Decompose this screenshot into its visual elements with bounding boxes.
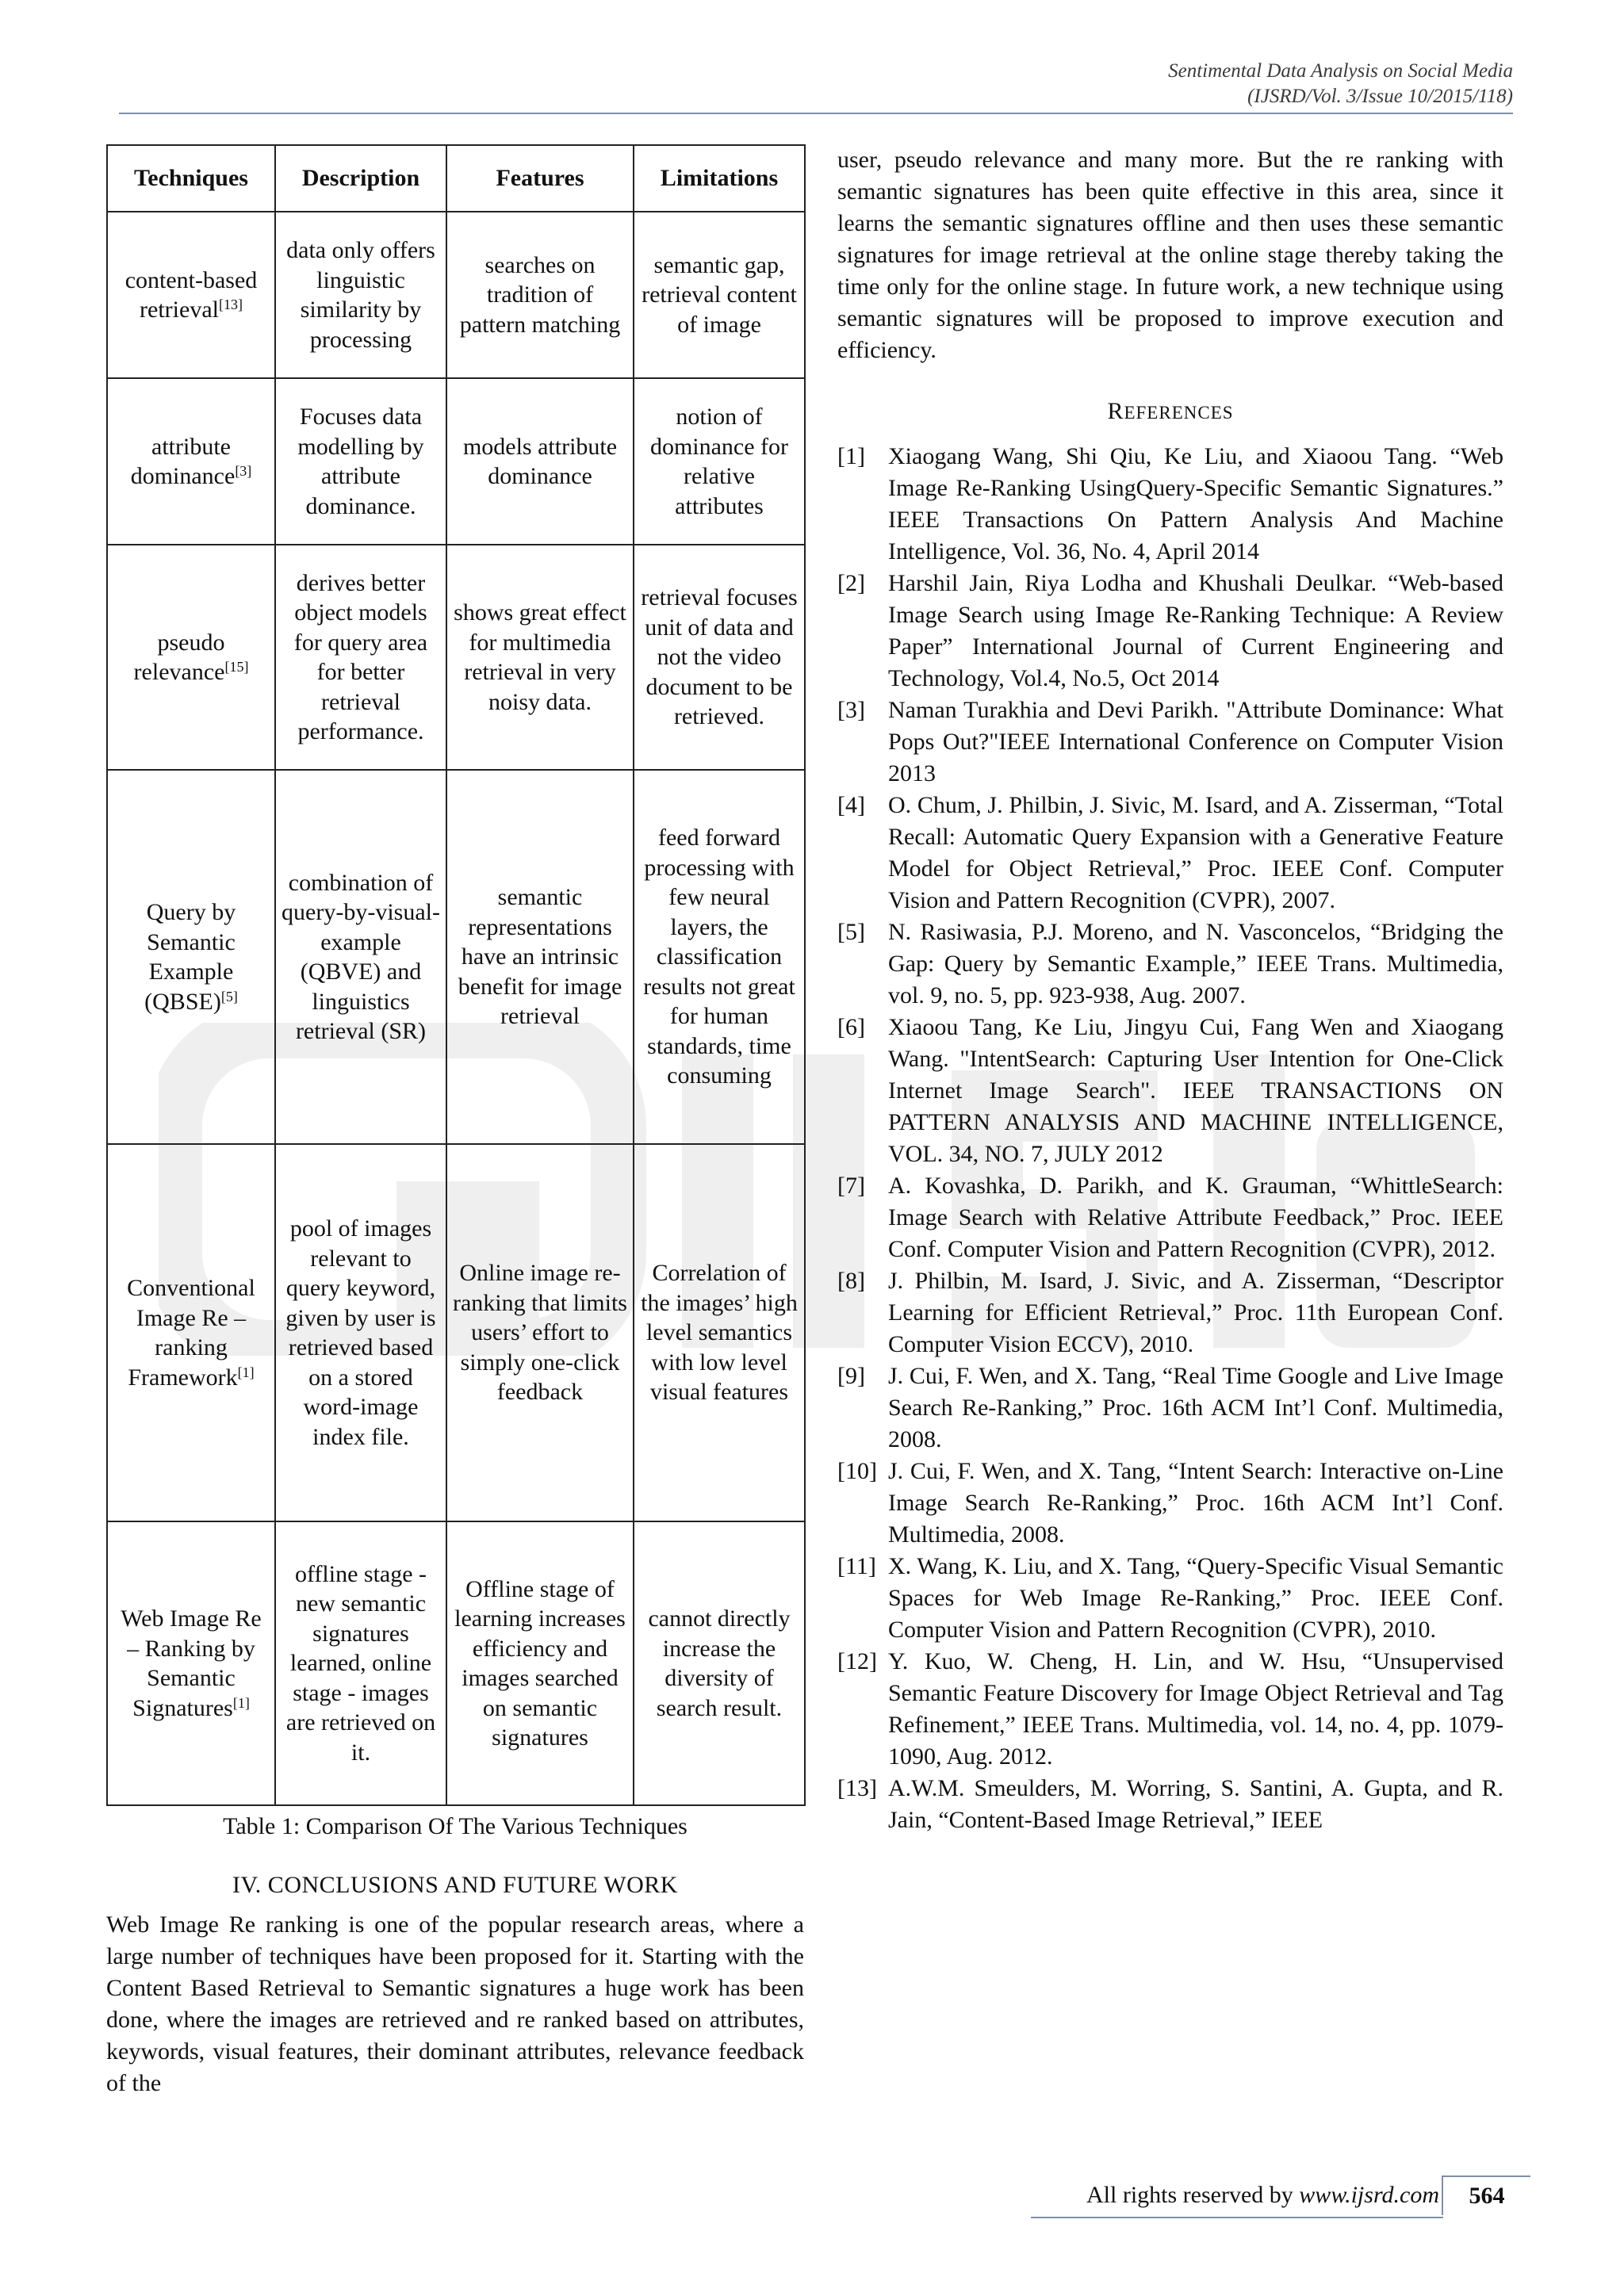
reference-text: J. Philbin, M. Isard, J. Sivic, and A. Zisserman, “Descriptor Learning for Efficient Retrieval,” Proc. 11th European Conf. Computer Vision ECCV), 2010. <box>888 1268 1503 1357</box>
reference-number: [3] <box>837 697 865 723</box>
references-heading: REFERENCES <box>1107 398 1234 424</box>
reference-number: [13] <box>837 1775 877 1801</box>
table-row <box>107 1144 805 1521</box>
features-cell: Offline stage of learning increases efficiency and images searched on semantic signatures <box>446 1521 634 1805</box>
reference-text: O. Chum, J. Philbin, J. Sivic, M. Isard, and A. Zisserman, “Total Recall: Automatic Query Expansion with a Generative Feature Model for Object Retrieval,” Proc. IEEE Conf. Computer Vision and Pattern Recognition (CVPR), 2007. <box>888 792 1503 913</box>
left-column <box>106 144 804 2099</box>
reference-text: Xiaogang Wang, Shi Qiu, Ke Liu, and Xiaoou Tang. “Web Image Re-Ranking UsingQuery-Specific Semantic Signatures.” IEEE Transactions On Pattern Analysis And Machine Intelligence, Vol. 36, No. 4, April 2014 <box>888 443 1503 564</box>
reference-number: [9] <box>837 1363 865 1389</box>
table-caption: Table 1: Comparison Of The Various Techniques <box>223 1813 688 1839</box>
section-heading: IV. CONCLUSIONS AND FUTURE WORK <box>232 1872 678 1898</box>
table-header-row <box>107 145 805 212</box>
reference-item <box>837 441 1503 568</box>
comparison-table <box>106 144 806 1806</box>
reference-item <box>837 1773 1503 1836</box>
features-cell: semantic representations have an intrinsic benefit for image retrieval <box>446 770 634 1144</box>
reference-item <box>837 1012 1503 1170</box>
col-header-description: Description <box>275 145 446 212</box>
reference-number: [8] <box>837 1268 865 1294</box>
reference-text: A.W.M. Smeulders, M. Worring, S. Santini, A. Gupta, and R. Jain, “Content-Based Image Retrieval,” IEEE <box>888 1775 1503 1833</box>
reference-item <box>837 695 1503 790</box>
features-cell: shows great effect for multimedia retrieval in very noisy data. <box>446 545 634 770</box>
reference-item <box>837 1456 1503 1551</box>
features-cell: searches on tradition of pattern matching <box>446 212 634 378</box>
journal-issue: (IJSRD/Vol. 3/Issue 10/2015/118) <box>1247 86 1513 107</box>
reference-item <box>837 1551 1503 1646</box>
technique-cell: Query by Semantic Example (QBSE)[5] <box>107 770 275 1144</box>
running-header <box>1168 59 1513 109</box>
reference-number: [4] <box>837 792 865 818</box>
table-row <box>107 1521 805 1805</box>
technique-cell: pseudo relevance[15] <box>107 545 275 770</box>
footer-rule <box>1031 2217 1443 2218</box>
header-rule <box>119 113 1513 114</box>
table-row <box>107 770 805 1144</box>
reference-number: [2] <box>837 570 865 596</box>
limitations-cell: semantic gap, retrieval content of image <box>634 212 805 378</box>
page-number: 564 <box>1442 2175 1530 2215</box>
reference-item <box>837 568 1503 695</box>
reference-number: [10] <box>837 1458 877 1484</box>
reference-text: Xiaoou Tang, Ke Liu, Jingyu Cui, Fang Wen and Xiaogang Wang. "IntentSearch: Capturing User Intention for One-Click Internet Image Search". IEEE TRANSACTIONS ON PATTERN ANALYSIS AND MACHINE INTELLIGENCE, VOL. 34, NO. 7, JULY 2012 <box>888 1014 1503 1167</box>
description-cell: combination of query-by-visual-example (QBVE) and linguistics retrieval (SR) <box>275 770 446 1144</box>
page-footer <box>1031 2174 1538 2217</box>
reference-item <box>837 790 1503 916</box>
reference-number: [12] <box>837 1648 877 1674</box>
table-row <box>107 545 805 770</box>
features-cell: Online image re-ranking that limits users’ effort to simply one-click feedback <box>446 1144 634 1521</box>
reference-text: J. Cui, F. Wen, and X. Tang, “Intent Search: Interactive on-Line Image Search Re-Ranking,” Proc. 16th ACM Int’l Conf. Multimedia, 2008. <box>888 1458 1503 1548</box>
conclusion-paragraph-right: user, pseudo relevance and many more. But the re ranking with semantic signatures has been quite effective in this area, since it learns the semantic signatures offline and then uses these semantic signatures for image retrieval at the online stage thereby taking the time only for the online stage. In future work, a new technique using semantic signatures will be proposed to improve execution and efficiency. <box>837 147 1503 363</box>
description-cell: pool of images relevant to query keyword, given by user is retrieved based on a stored word-image index file. <box>275 1144 446 1521</box>
reference-number: [11] <box>837 1553 876 1579</box>
col-header-features: Features <box>446 145 634 212</box>
reference-number: [6] <box>837 1014 865 1040</box>
description-cell: data only offers linguistic similarity by processing <box>275 212 446 378</box>
reference-text: J. Cui, F. Wen, and X. Tang, “Real Time Google and Live Image Search Re-Ranking,” Proc. 16th ACM Int’l Conf. Multimedia, 2008. <box>888 1363 1503 1452</box>
footer-rights: All rights reserved by www.ijsrd.com <box>1086 2182 1439 2208</box>
right-column <box>837 144 1503 1836</box>
features-cell: models attribute dominance <box>446 378 634 545</box>
description-cell: Focuses data modelling by attribute dominance. <box>275 378 446 545</box>
table-row <box>107 378 805 545</box>
reference-text: N. Rasiwasia, P.J. Moreno, and N. Vasconcelos, “Bridging the Gap: Query by Semantic Example,” IEEE Trans. Multimedia, vol. 9, no. 5, pp. 923-938, Aug. 2007. <box>888 919 1503 1008</box>
limitations-cell: feed forward processing with few neural layers, the classification results not great for human standards, time consuming <box>634 770 805 1144</box>
reference-text: Naman Turakhia and Devi Parikh. "Attribute Dominance: What Pops Out?"IEEE International Conference on Computer Vision 2013 <box>888 697 1503 786</box>
technique-cell: Conventional Image Re – ranking Framework[1] <box>107 1144 275 1521</box>
reference-text: Harshil Jain, Riya Lodha and Khushali Deulkar. “Web-based Image Search using Image Re-Ranking Technique: A Review Paper” International Journal of Current Engineering and Technology, Vol.4, No.5, Oct 2014 <box>888 570 1503 691</box>
reference-number: [7] <box>837 1173 865 1199</box>
technique-cell: attribute dominance[3] <box>107 378 275 545</box>
col-header-techniques: Techniques <box>107 145 275 212</box>
journal-title: Sentimental Data Analysis on Social Media <box>1168 60 1513 82</box>
reference-text: X. Wang, K. Liu, and X. Tang, “Query-Specific Visual Semantic Spaces for Web Image Re-Ranking,” Proc. IEEE Conf. Computer Vision and Pattern Recognition (CVPR), 2010. <box>888 1553 1503 1643</box>
col-header-limitations: Limitations <box>634 145 805 212</box>
reference-item <box>837 916 1503 1012</box>
reference-item <box>837 1646 1503 1773</box>
limitations-cell: retrieval focuses unit of data and not the video document to be retrieved. <box>634 545 805 770</box>
reference-number: [5] <box>837 919 865 945</box>
conclusion-paragraph-left: Web Image Re ranking is one of the popular research areas, where a large number of techniques have been proposed for it. Starting with the Content Based Retrieval to Semantic signatures a huge work has been done, where the images are retrieved and re ranked based on attributes, keywords, visual features, their dominant attributes, relevance feedback of the <box>106 1911 804 2096</box>
references-list <box>837 441 1503 1836</box>
technique-cell: content-based retrieval[13] <box>107 212 275 378</box>
description-cell: offline stage - new semantic signatures learned, online stage - images are retrieved on it. <box>275 1521 446 1805</box>
reference-text: Y. Kuo, W. Cheng, H. Lin, and W. Hsu, “Unsupervised Semantic Feature Discovery for Image Object Retrieval and Tag Refinement,” IEEE Trans. Multimedia, vol. 14, no. 4, pp. 1079-1090, Aug. 2012. <box>888 1648 1503 1770</box>
table-row <box>107 212 805 378</box>
limitations-cell: cannot directly increase the diversity of search result. <box>634 1521 805 1805</box>
reference-text: A. Kovashka, D. Parikh, and K. Grauman, “WhittleSearch: Image Search with Relative Attribute Feedback,” Proc. IEEE Conf. Computer Vision and Pattern Recognition (CVPR), 2012. <box>888 1173 1503 1262</box>
reference-item <box>837 1360 1503 1456</box>
reference-item <box>837 1170 1503 1265</box>
reference-item <box>837 1265 1503 1360</box>
technique-cell: Web Image Re – Ranking by Semantic Signatures[1] <box>107 1521 275 1805</box>
description-cell: derives better object models for query area for better retrieval performance. <box>275 545 446 770</box>
limitations-cell: Correlation of the images’ high level semantics with low level visual features <box>634 1144 805 1521</box>
reference-number: [1] <box>837 443 865 469</box>
limitations-cell: notion of dominance for relative attributes <box>634 378 805 545</box>
footer-site-link[interactable]: www.ijsrd.com <box>1299 2182 1439 2208</box>
